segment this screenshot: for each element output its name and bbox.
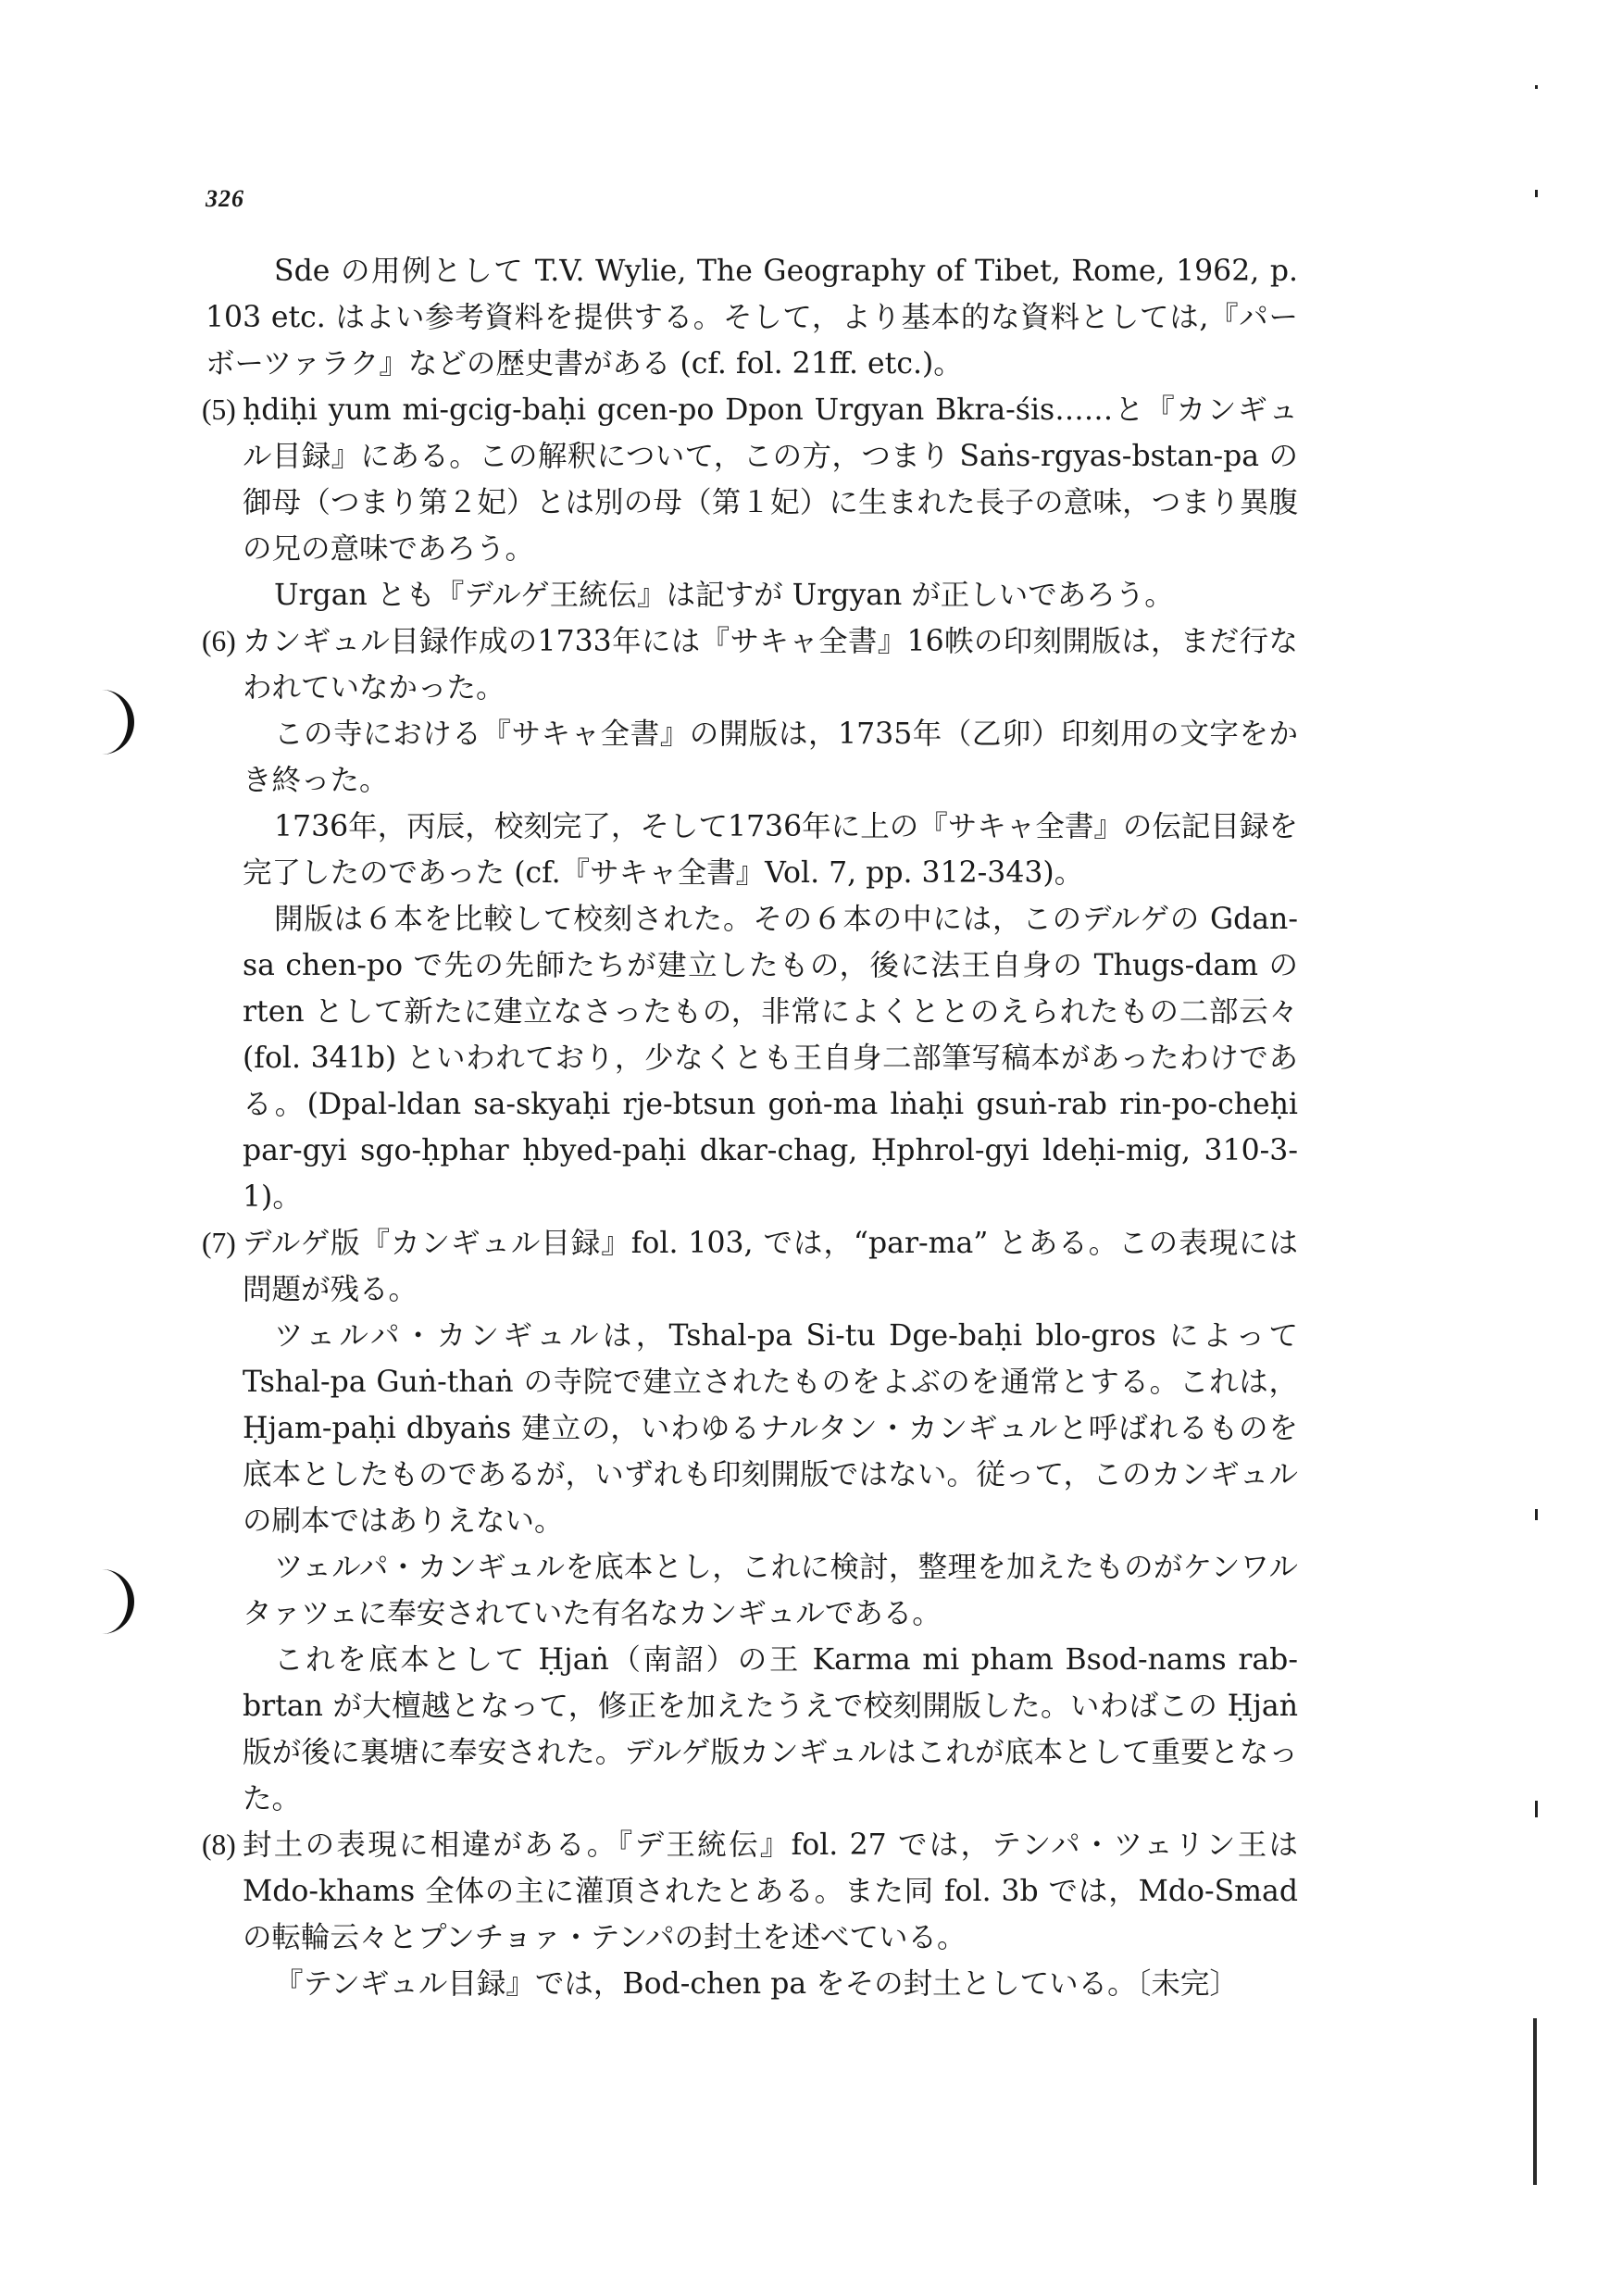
scan-speck xyxy=(1535,85,1538,89)
note-paragraph: 1736年，丙辰，校刻完了，そして1736年に上の『サキャ全書』の伝記目録を完了したのであった (cf.『サキャ全書』Vol. 7, pp. 312-343)。 xyxy=(243,810,1298,890)
note-paragraph: この寺における『サキャ全書』の開版は，1735年（乙卯）印刻用の文字をかき終った。 xyxy=(243,718,1298,797)
note-paragraph: ツェルパ・カンギュルは，Tshal-pa Si-tu Dge-baḥi blo-gros によって Tshal-pa Guṅ-thaṅ の寺院で建立されたものをよぶのを通常とする。これは，Ḥjam-paḥi dbyaṅs 建立の，いわゆるナルタン・カンギュルと呼ばれるものを底本としたものであるが，いずれも印刻開版ではない。従って，このカンギュルの刷本ではありえない。 xyxy=(243,1319,1298,1538)
note-number: (6) xyxy=(202,625,236,657)
body-text xyxy=(202,248,1298,2007)
note-paragraph: 『テンギュル目録』では，Bod-chen pa をその封土としている。〔未完〕 xyxy=(274,1967,1239,2001)
note-6 xyxy=(202,618,1298,711)
note-paragraph: カンギュル目録作成の1733年には『サキャ全書』16帙の印刻開版は，まだ行なわれていなかった。 xyxy=(243,625,1298,705)
binding-mark xyxy=(100,690,134,755)
scan-edge-bar xyxy=(1533,2018,1537,2185)
note-paragraph: ḥdiḥi yum mi-gcig-baḥi gcen-po Dpon Urgyan Bkra-śis……と『カンギュル目録』にある。この解釈について，この方，つまり Saṅs-rgyas-bstan-pa の御母（つまり第２妃）とは別の母（第１妃）に生まれた長子の意味，つまり異腹の兄の意味であろう。 xyxy=(243,393,1298,566)
note-paragraph: デルゲ版『カンギュル目録』fol. 103, では，“par-ma” とある。この表現には問題が残る。 xyxy=(243,1227,1298,1306)
note-5 xyxy=(202,387,1298,572)
note-paragraph: 開版は６本を比較して校刻された。その６本の中には，このデルゲの Gdan-sa chen-po で先の先師たちが建立したもの，後に法王自身の Thugs-dam の rten として新たに建立なさったもの，非常によくととのえられたもの二部云々 (fol. 341b) といわれており，少なくとも王自身二部筆写稿本があったわけである。(Dpal-ldan sa-skyaḥi rje-btsun goṅ-ma lṅaḥi gsuṅ-rab rin-po-cheḥi par-gyi sgo-ḥphar ḥbyed-paḥi dkar-chag, Ḥphrol-gyi ldeḥi-mig, 310-3-1)。 xyxy=(243,903,1298,1214)
note-paragraph: ツェルパ・カンギュルを底本とし，これに検討，整理を加えたものがケンワルタァツェに奉安されていた有名なカンギュルである。 xyxy=(243,1551,1298,1630)
note-paragraph: これを底本として Ḥjaṅ（南詔）の王 Karma mi pham Bsod-nams rab-brtan が大檀越となって，修正を加えたうえで校刻開版した。いわばこの Ḥjaṅ 版が後に裏塘に奉安された。デルゲ版カンギュルはこれが底本として重要となった。 xyxy=(243,1643,1298,1816)
scan-speck xyxy=(1535,1801,1538,1817)
scan-speck xyxy=(1535,190,1538,197)
note-number: (8) xyxy=(202,1828,236,1861)
note-paragraph: 封土の表現に相違がある。『デ王統伝』fol. 27 では，テンパ・ツェリン王は Mdo-khams 全体の主に灌頂されたとある。また同 fol. 3b では，Mdo-Smad の転輪云々とプンチョァ・テンパの封土を述べている。 xyxy=(243,1828,1298,1954)
scan-speck xyxy=(1535,1509,1538,1520)
note-number: (5) xyxy=(202,393,236,426)
note-paragraph: Urgan とも『デルゲ王統伝』は記すが Urgyan が正しいであろう。 xyxy=(274,579,1174,612)
note-7 xyxy=(202,1220,1298,1313)
intro-paragraph: Sde の用例として T.V. Wylie, The Geography of Tibet, Rome, 1962, p. 103 etc. はよい参考資料を提供する。そして，より基本的な資料としては,『パーボーツァラク』などの歴史書がある (cf. fol. 21ff. etc.)。 xyxy=(206,255,1298,381)
note-number: (7) xyxy=(202,1227,236,1259)
binding-mark xyxy=(100,1569,134,1634)
note-8 xyxy=(202,1822,1298,1961)
page-number: 326 xyxy=(206,185,244,212)
